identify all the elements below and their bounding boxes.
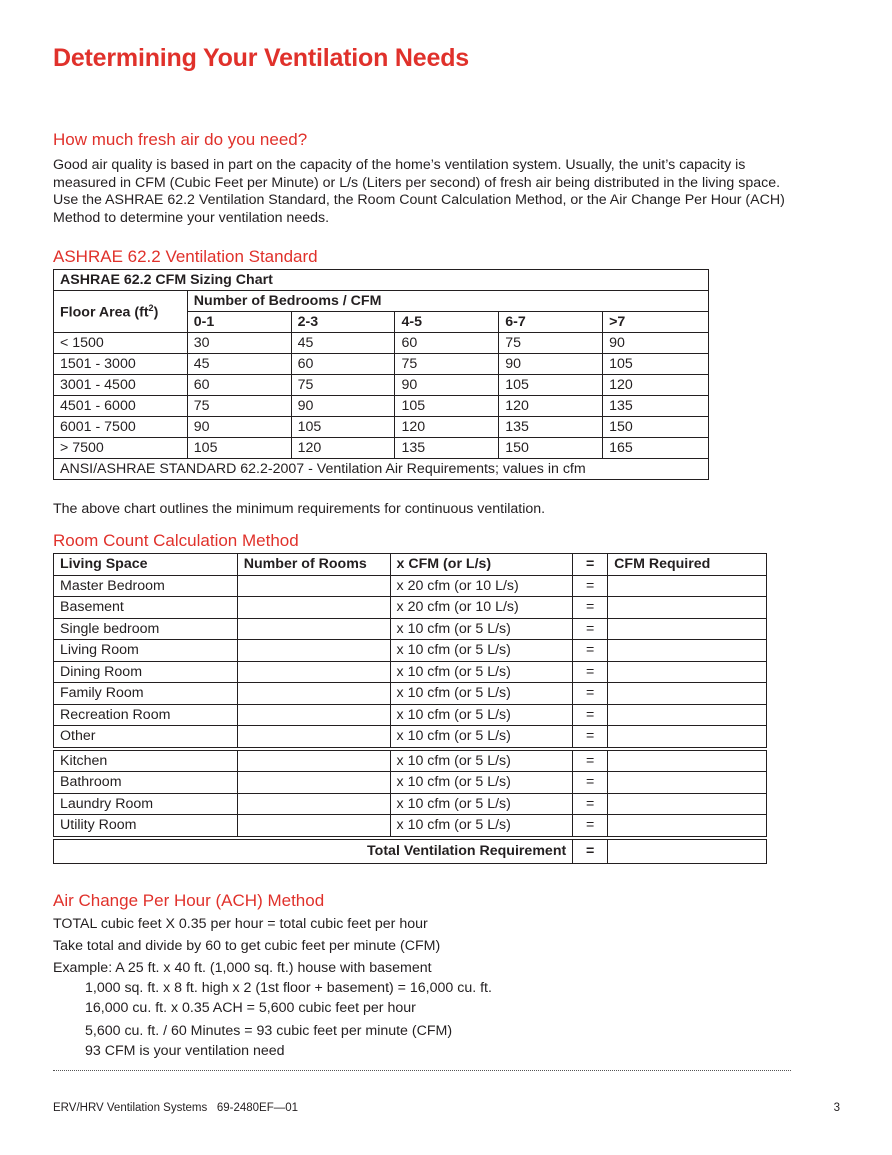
room-count-heading: Room Count Calculation Method bbox=[53, 531, 299, 550]
ach-example-line: 5,600 cu. ft. / 60 Minutes = 93 cubic feet per minute (CFM) bbox=[85, 1023, 453, 1039]
number-of-rooms-cell bbox=[237, 575, 390, 597]
bedrooms-header: Number of Bedrooms / CFM bbox=[187, 291, 708, 312]
table-cell: 30 bbox=[187, 333, 291, 354]
table-cell: 120 bbox=[395, 417, 499, 438]
room-col-header: = bbox=[573, 554, 608, 576]
table-row bbox=[54, 438, 709, 459]
equals-cell: = bbox=[573, 793, 608, 815]
table-row bbox=[54, 597, 767, 619]
bedroom-col-header: 0-1 bbox=[187, 312, 291, 333]
intro-heading: How much fresh air do you need? bbox=[53, 130, 308, 149]
living-space-cell: Bathroom bbox=[54, 772, 238, 794]
table-row bbox=[54, 683, 767, 705]
ach-heading: Air Change Per Hour (ACH) Method bbox=[53, 891, 325, 910]
equals-cell: = bbox=[573, 575, 608, 597]
cfm-required-cell bbox=[608, 597, 767, 619]
table-cell: 90 bbox=[187, 417, 291, 438]
table-cell: 105 bbox=[187, 438, 291, 459]
cfm-rate-cell: x 10 cfm (or 5 L/s) bbox=[390, 815, 573, 838]
table-row bbox=[54, 815, 767, 838]
cfm-required-cell bbox=[608, 793, 767, 815]
table-cell: 90 bbox=[499, 354, 603, 375]
number-of-rooms-cell bbox=[237, 661, 390, 683]
table-row bbox=[54, 726, 767, 749]
floor-area-header: Floor Area $(ft^2)$ bbox=[54, 291, 188, 333]
cfm-rate-cell: x 10 cfm (or 5 L/s) bbox=[390, 726, 573, 749]
table-row bbox=[54, 396, 709, 417]
living-space-cell: Master Bedroom bbox=[54, 575, 238, 597]
table-cell: 105 bbox=[291, 417, 395, 438]
ach-line: TOTAL cubic feet X 0.35 per hour = total cubic feet per hour bbox=[53, 916, 428, 932]
table-row bbox=[54, 772, 767, 794]
number-of-rooms-cell bbox=[237, 618, 390, 640]
total-value-cell bbox=[608, 838, 767, 864]
table-cell: 150 bbox=[603, 417, 709, 438]
living-space-cell: Family Room bbox=[54, 683, 238, 705]
living-space-cell: Basement bbox=[54, 597, 238, 619]
cfm-rate-cell: x 20 cfm (or 10 L/s) bbox=[390, 597, 573, 619]
table-cell: 60 bbox=[291, 354, 395, 375]
room-col-header: Number of Rooms bbox=[237, 554, 390, 576]
cfm-rate-cell: x 10 cfm (or 5 L/s) bbox=[390, 749, 573, 772]
ashrae-note: The above chart outlines the minimum requirements for continuous ventilation. bbox=[53, 501, 546, 517]
equals-cell: = bbox=[573, 726, 608, 749]
living-space-cell: Laundry Room bbox=[54, 793, 238, 815]
table-cell: 75 bbox=[291, 375, 395, 396]
table-row bbox=[54, 354, 709, 375]
equals-cell: = bbox=[573, 661, 608, 683]
ashrae-table-title: ASHRAE 62.2 CFM Sizing Chart bbox=[54, 270, 709, 291]
page-title: Determining Your Ventilation Needs bbox=[53, 44, 469, 72]
ashrae-heading: ASHRAE 62.2 Ventilation Standard bbox=[53, 247, 318, 266]
total-row bbox=[54, 838, 767, 864]
cfm-rate-cell: x 10 cfm (or 5 L/s) bbox=[390, 640, 573, 662]
table-row bbox=[54, 333, 709, 354]
table-cell: 75 bbox=[499, 333, 603, 354]
table-cell: 45 bbox=[291, 333, 395, 354]
ach-example-line: 1,000 sq. ft. x 8 ft. high x 2 (1st floor + basement) = 16,000 cu. ft. bbox=[85, 980, 492, 996]
cfm-required-cell bbox=[608, 661, 767, 683]
bedroom-col-header: >7 bbox=[603, 312, 709, 333]
living-space-cell: Kitchen bbox=[54, 749, 238, 772]
number-of-rooms-cell bbox=[237, 793, 390, 815]
cfm-rate-cell: x 10 cfm (or 5 L/s) bbox=[390, 618, 573, 640]
cfm-required-cell bbox=[608, 575, 767, 597]
table-cell: 135 bbox=[395, 438, 499, 459]
cfm-required-cell bbox=[608, 618, 767, 640]
number-of-rooms-cell bbox=[237, 726, 390, 749]
cfm-rate-cell: x 10 cfm (or 5 L/s) bbox=[390, 793, 573, 815]
cfm-rate-cell: x 10 cfm (or 5 L/s) bbox=[390, 683, 573, 705]
table-row bbox=[54, 749, 767, 772]
table-row bbox=[54, 661, 767, 683]
footer-doc-id: ERV/HRV Ventilation Systems 69-2480EF—01 bbox=[53, 1102, 299, 1114]
cfm-required-cell bbox=[608, 749, 767, 772]
table-cell: 3001 - 4500 bbox=[54, 375, 188, 396]
table-cell: 135 bbox=[603, 396, 709, 417]
equals-cell: = bbox=[573, 815, 608, 838]
table-row bbox=[54, 618, 767, 640]
cfm-rate-cell: x 10 cfm (or 5 L/s) bbox=[390, 661, 573, 683]
cfm-rate-cell: x 10 cfm (or 5 L/s) bbox=[390, 704, 573, 726]
table-cell: 165 bbox=[603, 438, 709, 459]
ashrae-sizing-table bbox=[53, 269, 709, 480]
table-cell: 105 bbox=[395, 396, 499, 417]
table-cell: 120 bbox=[291, 438, 395, 459]
table-cell: 135 bbox=[499, 417, 603, 438]
bedroom-col-header: 4-5 bbox=[395, 312, 499, 333]
table-cell: 90 bbox=[291, 396, 395, 417]
cfm-rate-cell: x 10 cfm (or 5 L/s) bbox=[390, 772, 573, 794]
table-cell: 75 bbox=[395, 354, 499, 375]
table-cell: 75 bbox=[187, 396, 291, 417]
bedroom-col-header: 2-3 bbox=[291, 312, 395, 333]
cfm-required-cell bbox=[608, 726, 767, 749]
ach-line: Take total and divide by 60 to get cubic feet per minute (CFM) bbox=[53, 938, 441, 954]
table-cell: 60 bbox=[395, 333, 499, 354]
ashrae-table-footnote: ANSI/ASHRAE STANDARD 62.2-2007 - Ventilation Air Requirements; values in cfm bbox=[54, 459, 709, 480]
number-of-rooms-cell bbox=[237, 597, 390, 619]
footer-divider bbox=[53, 1070, 791, 1071]
table-cell: 150 bbox=[499, 438, 603, 459]
cfm-required-cell bbox=[608, 640, 767, 662]
table-cell: 120 bbox=[603, 375, 709, 396]
table-cell: 105 bbox=[499, 375, 603, 396]
table-cell: 120 bbox=[499, 396, 603, 417]
table-cell: 4501 - 6000 bbox=[54, 396, 188, 417]
number-of-rooms-cell bbox=[237, 772, 390, 794]
ach-example-line: 16,000 cu. ft. x 0.35 ACH = 5,600 cubic feet per hour bbox=[85, 1000, 416, 1016]
table-row bbox=[54, 375, 709, 396]
number-of-rooms-cell bbox=[237, 704, 390, 726]
living-space-cell: Utility Room bbox=[54, 815, 238, 838]
table-cell: 45 bbox=[187, 354, 291, 375]
room-count-table bbox=[53, 553, 767, 864]
page-number: 3 bbox=[833, 1102, 840, 1114]
equals-cell: = bbox=[573, 640, 608, 662]
cfm-required-cell bbox=[608, 772, 767, 794]
living-space-cell: Living Room bbox=[54, 640, 238, 662]
table-row bbox=[54, 575, 767, 597]
cfm-required-cell bbox=[608, 704, 767, 726]
table-row bbox=[54, 417, 709, 438]
table-cell: < 1500 bbox=[54, 333, 188, 354]
living-space-cell: Other bbox=[54, 726, 238, 749]
living-space-cell: Single bedroom bbox=[54, 618, 238, 640]
cfm-rate-cell: x 20 cfm (or 10 L/s) bbox=[390, 575, 573, 597]
table-cell: 105 bbox=[603, 354, 709, 375]
table-cell: 90 bbox=[395, 375, 499, 396]
number-of-rooms-cell bbox=[237, 815, 390, 838]
equals-cell: = bbox=[573, 683, 608, 705]
room-col-header: CFM Required bbox=[608, 554, 767, 576]
living-space-cell: Dining Room bbox=[54, 661, 238, 683]
room-col-header: x CFM (or L/s) bbox=[390, 554, 573, 576]
intro-paragraph: Good air quality is based in part on the capacity of the home’s ventilation system. Usually, the unit’s capacity is measured in CFM (Cubic Feet per Minute) or L/s (Liters per second) of fresh air being distributed in the living space. Use the ASHRAE 62.2 Ventilation Standard, the Room Count Calculation Method, or the Air Change Per Hour (ACH) Method to determine your ventilation needs. bbox=[53, 157, 785, 226]
table-row bbox=[54, 704, 767, 726]
equals-cell: = bbox=[573, 749, 608, 772]
total-label: Total Ventilation Requirement bbox=[54, 838, 573, 864]
table-cell: 6001 - 7500 bbox=[54, 417, 188, 438]
table-cell: > 7500 bbox=[54, 438, 188, 459]
table-row bbox=[54, 793, 767, 815]
equals-cell: = bbox=[573, 704, 608, 726]
number-of-rooms-cell bbox=[237, 749, 390, 772]
number-of-rooms-cell bbox=[237, 683, 390, 705]
ach-line: Example: A 25 ft. x 40 ft. (1,000 sq. ft.) house with basement bbox=[53, 960, 432, 976]
equals-cell: = bbox=[573, 772, 608, 794]
cfm-required-cell bbox=[608, 683, 767, 705]
table-cell: 1501 - 3000 bbox=[54, 354, 188, 375]
number-of-rooms-cell bbox=[237, 640, 390, 662]
equals-cell: = bbox=[573, 597, 608, 619]
table-row bbox=[54, 640, 767, 662]
table-cell: 60 bbox=[187, 375, 291, 396]
cfm-required-cell bbox=[608, 815, 767, 838]
bedroom-col-header: 6-7 bbox=[499, 312, 603, 333]
room-col-header: Living Space bbox=[54, 554, 238, 576]
equals-cell: = bbox=[573, 618, 608, 640]
ach-example-line: 93 CFM is your ventilation need bbox=[85, 1043, 285, 1059]
table-cell: 90 bbox=[603, 333, 709, 354]
living-space-cell: Recreation Room bbox=[54, 704, 238, 726]
total-equals: = bbox=[573, 838, 608, 864]
